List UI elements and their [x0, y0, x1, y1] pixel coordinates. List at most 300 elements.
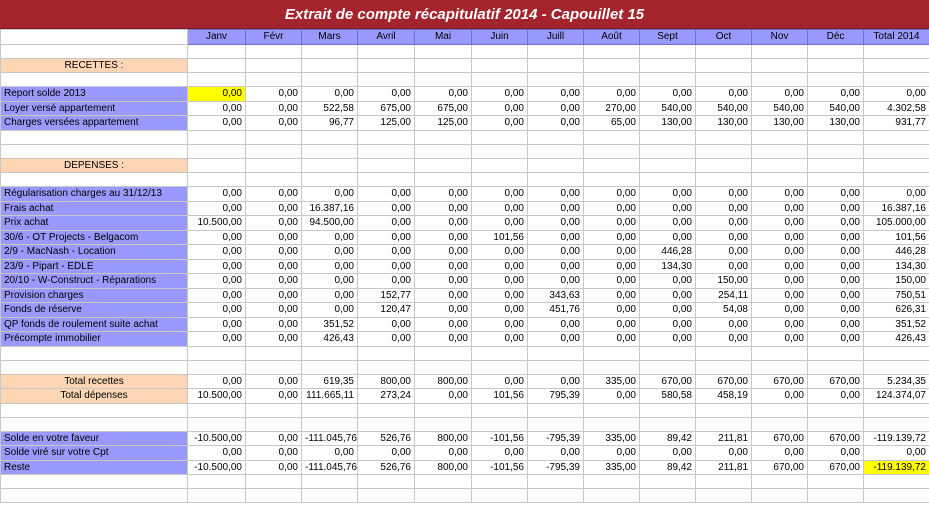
value-cell[interactable]: 0,00	[696, 259, 752, 274]
empty-cell[interactable]	[696, 489, 752, 503]
empty-cell[interactable]	[752, 489, 808, 503]
value-cell[interactable]: 540,00	[808, 101, 864, 116]
value-cell[interactable]: 0,00	[808, 259, 864, 274]
value-cell[interactable]: 0,00	[415, 87, 472, 102]
value-cell[interactable]: 0,00	[472, 317, 528, 332]
value-cell[interactable]: -111.045,76	[302, 460, 358, 475]
value-cell[interactable]: 0,00	[415, 317, 472, 332]
empty-cell[interactable]	[302, 403, 358, 417]
value-cell[interactable]: 0,00	[472, 216, 528, 231]
value-cell[interactable]: 0,00	[358, 201, 415, 216]
empty-cell[interactable]	[752, 417, 808, 431]
value-cell[interactable]: 101,56	[472, 389, 528, 404]
value-cell[interactable]: 0,00	[246, 274, 302, 289]
empty-cell[interactable]	[808, 360, 864, 374]
value-cell[interactable]: 0,00	[472, 446, 528, 461]
value-cell[interactable]: 0,00	[752, 303, 808, 318]
value-cell[interactable]: 670,00	[640, 374, 696, 389]
row-label[interactable]: 30/6 - OT Projects - Belgacom	[1, 230, 188, 245]
value-cell[interactable]: 540,00	[752, 101, 808, 116]
value-cell[interactable]: 0,00	[188, 259, 246, 274]
column-header[interactable]: Sept	[640, 30, 696, 45]
empty-cell[interactable]	[246, 130, 302, 144]
value-cell[interactable]: 0,00	[188, 288, 246, 303]
value-cell[interactable]: 0,00	[696, 187, 752, 202]
value-cell[interactable]: 89,42	[640, 460, 696, 475]
empty-cell[interactable]	[864, 73, 929, 87]
value-cell[interactable]: 580,58	[640, 389, 696, 404]
value-cell[interactable]: 150,00	[696, 274, 752, 289]
empty-cell[interactable]	[696, 130, 752, 144]
empty-cell[interactable]	[472, 360, 528, 374]
value-cell[interactable]: 0,00	[472, 332, 528, 347]
value-cell[interactable]: 0,00	[584, 245, 640, 260]
empty-cell[interactable]	[415, 130, 472, 144]
value-cell[interactable]: 0,00	[808, 274, 864, 289]
empty-cell[interactable]	[246, 173, 302, 187]
empty-cell[interactable]	[528, 360, 584, 374]
empty-cell[interactable]	[864, 58, 929, 73]
empty-cell[interactable]	[752, 158, 808, 173]
value-cell[interactable]: 0,00	[640, 187, 696, 202]
empty-cell[interactable]	[640, 417, 696, 431]
value-cell[interactable]: 0,00	[584, 446, 640, 461]
value-cell[interactable]: 0,00	[246, 431, 302, 446]
value-cell[interactable]: 0,00	[415, 230, 472, 245]
value-cell[interactable]: 0,00	[358, 245, 415, 260]
value-cell[interactable]: 343,63	[528, 288, 584, 303]
value-cell[interactable]: 540,00	[696, 101, 752, 116]
header-corner[interactable]	[1, 30, 188, 45]
value-cell[interactable]: 0,00	[808, 230, 864, 245]
value-cell[interactable]: 0,00	[696, 201, 752, 216]
value-cell[interactable]: 526,76	[358, 460, 415, 475]
empty-cell[interactable]	[752, 173, 808, 187]
empty-cell[interactable]	[864, 158, 929, 173]
empty-cell[interactable]	[415, 489, 472, 503]
empty-cell[interactable]	[528, 158, 584, 173]
empty-cell[interactable]	[640, 144, 696, 158]
empty-cell[interactable]	[415, 144, 472, 158]
empty-cell[interactable]	[808, 173, 864, 187]
empty-cell[interactable]	[752, 73, 808, 87]
empty-cell[interactable]	[584, 360, 640, 374]
empty-cell[interactable]	[1, 73, 188, 87]
value-cell[interactable]: -795,39	[528, 460, 584, 475]
value-cell[interactable]: 335,00	[584, 460, 640, 475]
value-cell[interactable]: 0,00	[864, 87, 929, 102]
value-cell[interactable]: 16.387,16	[864, 201, 929, 216]
value-cell[interactable]: 0,00	[188, 187, 246, 202]
value-cell[interactable]: 0,00	[696, 230, 752, 245]
column-header[interactable]: Mai	[415, 30, 472, 45]
empty-cell[interactable]	[302, 360, 358, 374]
value-cell[interactable]: 0,00	[752, 201, 808, 216]
value-cell[interactable]: 0,00	[188, 116, 246, 131]
value-cell[interactable]: 451,76	[528, 303, 584, 318]
value-cell[interactable]: 0,00	[472, 116, 528, 131]
empty-cell[interactable]	[302, 144, 358, 158]
value-cell[interactable]: 0,00	[188, 446, 246, 461]
value-cell[interactable]: 670,00	[696, 374, 752, 389]
value-cell[interactable]: 0,00	[472, 87, 528, 102]
value-cell[interactable]: 101,56	[472, 230, 528, 245]
empty-cell[interactable]	[696, 403, 752, 417]
value-cell[interactable]: 0,00	[472, 201, 528, 216]
value-cell[interactable]: 0,00	[188, 201, 246, 216]
empty-cell[interactable]	[302, 173, 358, 187]
value-cell[interactable]: 105.000,00	[864, 216, 929, 231]
value-cell[interactable]: 0,00	[415, 274, 472, 289]
column-header[interactable]: Août	[584, 30, 640, 45]
value-cell[interactable]: 0,00	[584, 274, 640, 289]
value-cell[interactable]: 0,00	[528, 101, 584, 116]
value-cell[interactable]: 270,00	[584, 101, 640, 116]
value-cell[interactable]: 0,00	[246, 187, 302, 202]
empty-cell[interactable]	[246, 417, 302, 431]
empty-cell[interactable]	[752, 44, 808, 58]
value-cell[interactable]: 0,00	[584, 332, 640, 347]
row-label[interactable]: Fonds de réserve	[1, 303, 188, 318]
empty-cell[interactable]	[1, 475, 188, 489]
value-cell[interactable]: 0,00	[188, 317, 246, 332]
value-cell[interactable]: 0,00	[246, 101, 302, 116]
empty-cell[interactable]	[864, 403, 929, 417]
empty-cell[interactable]	[472, 158, 528, 173]
value-cell[interactable]: 65,00	[584, 116, 640, 131]
value-cell[interactable]: 0,00	[640, 446, 696, 461]
empty-cell[interactable]	[528, 489, 584, 503]
empty-cell[interactable]	[752, 360, 808, 374]
empty-cell[interactable]	[358, 360, 415, 374]
empty-cell[interactable]	[864, 173, 929, 187]
empty-cell[interactable]	[358, 475, 415, 489]
value-cell[interactable]: -10.500,00	[188, 460, 246, 475]
value-cell[interactable]: 800,00	[415, 431, 472, 446]
value-cell[interactable]: 335,00	[584, 431, 640, 446]
value-cell[interactable]: 0,00	[528, 446, 584, 461]
empty-cell[interactable]	[188, 130, 246, 144]
value-cell[interactable]: 0,00	[358, 259, 415, 274]
empty-cell[interactable]	[188, 403, 246, 417]
value-cell[interactable]: 0,00	[808, 87, 864, 102]
value-cell[interactable]: 0,00	[302, 274, 358, 289]
empty-cell[interactable]	[584, 489, 640, 503]
empty-cell[interactable]	[584, 173, 640, 187]
empty-cell[interactable]	[640, 475, 696, 489]
empty-cell[interactable]	[302, 130, 358, 144]
value-cell[interactable]: 111.665,11	[302, 389, 358, 404]
value-cell[interactable]: 0,00	[528, 332, 584, 347]
empty-cell[interactable]	[752, 475, 808, 489]
value-cell[interactable]: 446,28	[864, 245, 929, 260]
empty-cell[interactable]	[302, 489, 358, 503]
empty-cell[interactable]	[1, 360, 188, 374]
empty-cell[interactable]	[752, 58, 808, 73]
empty-cell[interactable]	[752, 403, 808, 417]
value-cell[interactable]: -10.500,00	[188, 431, 246, 446]
value-cell[interactable]: 10.500,00	[188, 216, 246, 231]
empty-cell[interactable]	[1, 130, 188, 144]
value-cell[interactable]: 0,00	[246, 460, 302, 475]
value-cell[interactable]: 0,00	[302, 288, 358, 303]
value-cell[interactable]: 0,00	[808, 216, 864, 231]
empty-cell[interactable]	[358, 346, 415, 360]
value-cell[interactable]: 931,77	[864, 116, 929, 131]
row-label[interactable]: QP fonds de roulement suite achat	[1, 317, 188, 332]
empty-cell[interactable]	[640, 58, 696, 73]
value-cell[interactable]: 0,00	[188, 101, 246, 116]
column-header[interactable]: Janv	[188, 30, 246, 45]
empty-cell[interactable]	[415, 346, 472, 360]
empty-cell[interactable]	[188, 417, 246, 431]
value-cell[interactable]: 670,00	[752, 374, 808, 389]
empty-cell[interactable]	[808, 346, 864, 360]
empty-cell[interactable]	[864, 360, 929, 374]
value-cell[interactable]: 10.500,00	[188, 389, 246, 404]
value-cell[interactable]: 130,00	[808, 116, 864, 131]
value-cell[interactable]: 0,00	[358, 332, 415, 347]
row-label[interactable]: Reste	[1, 460, 188, 475]
empty-cell[interactable]	[246, 144, 302, 158]
value-cell[interactable]: 458,19	[696, 389, 752, 404]
value-cell[interactable]: 0,00	[808, 201, 864, 216]
empty-cell[interactable]	[246, 44, 302, 58]
empty-cell[interactable]	[358, 144, 415, 158]
empty-cell[interactable]	[640, 173, 696, 187]
value-cell[interactable]: 0,00	[415, 389, 472, 404]
empty-cell[interactable]	[246, 73, 302, 87]
empty-cell[interactable]	[528, 346, 584, 360]
empty-cell[interactable]	[808, 475, 864, 489]
empty-cell[interactable]	[696, 158, 752, 173]
value-cell[interactable]: 0,00	[246, 288, 302, 303]
empty-cell[interactable]	[472, 489, 528, 503]
value-cell[interactable]: 0,00	[752, 389, 808, 404]
value-cell[interactable]: 0,00	[752, 230, 808, 245]
empty-cell[interactable]	[415, 73, 472, 87]
value-cell[interactable]: 0,00	[188, 274, 246, 289]
value-cell[interactable]: 0,00	[696, 446, 752, 461]
value-cell[interactable]: 0,00	[584, 288, 640, 303]
empty-cell[interactable]	[472, 173, 528, 187]
empty-cell[interactable]	[302, 158, 358, 173]
value-cell[interactable]: 800,00	[415, 374, 472, 389]
value-cell[interactable]: 0,00	[246, 230, 302, 245]
empty-cell[interactable]	[472, 144, 528, 158]
empty-cell[interactable]	[246, 475, 302, 489]
value-cell[interactable]: 211,81	[696, 460, 752, 475]
empty-cell[interactable]	[864, 144, 929, 158]
value-cell[interactable]: 0,00	[302, 87, 358, 102]
value-cell[interactable]: 675,00	[358, 101, 415, 116]
empty-cell[interactable]	[528, 144, 584, 158]
empty-cell[interactable]	[358, 44, 415, 58]
empty-cell[interactable]	[696, 173, 752, 187]
empty-cell[interactable]	[246, 489, 302, 503]
empty-cell[interactable]	[415, 173, 472, 187]
empty-cell[interactable]	[864, 417, 929, 431]
value-cell[interactable]: 0,00	[640, 288, 696, 303]
value-cell[interactable]: 0,00	[752, 245, 808, 260]
value-cell[interactable]: 134,30	[640, 259, 696, 274]
value-cell[interactable]: 125,00	[415, 116, 472, 131]
value-cell[interactable]: 0,00	[358, 216, 415, 231]
value-cell[interactable]: 795,39	[528, 389, 584, 404]
value-cell[interactable]: 0,00	[302, 303, 358, 318]
value-cell[interactable]: 0,00	[696, 332, 752, 347]
value-cell[interactable]: 0,00	[302, 245, 358, 260]
value-cell[interactable]: -119.139,72	[864, 460, 929, 475]
value-cell[interactable]: 800,00	[358, 374, 415, 389]
value-cell[interactable]: 670,00	[808, 374, 864, 389]
column-header[interactable]: Avril	[358, 30, 415, 45]
empty-cell[interactable]	[864, 44, 929, 58]
value-cell[interactable]: 0,00	[808, 317, 864, 332]
row-label[interactable]: 23/9 - Pipart - EDLE	[1, 259, 188, 274]
empty-cell[interactable]	[752, 346, 808, 360]
value-cell[interactable]: 0,00	[528, 201, 584, 216]
value-cell[interactable]: 0,00	[246, 259, 302, 274]
empty-cell[interactable]	[640, 130, 696, 144]
value-cell[interactable]: 152,77	[358, 288, 415, 303]
row-label[interactable]: Total recettes	[1, 374, 188, 389]
empty-cell[interactable]	[808, 417, 864, 431]
value-cell[interactable]: 0,00	[472, 245, 528, 260]
value-cell[interactable]: 670,00	[752, 431, 808, 446]
empty-cell[interactable]	[808, 130, 864, 144]
column-header[interactable]: Mars	[302, 30, 358, 45]
empty-cell[interactable]	[1, 144, 188, 158]
value-cell[interactable]: 0,00	[808, 446, 864, 461]
value-cell[interactable]: 0,00	[864, 187, 929, 202]
empty-cell[interactable]	[246, 360, 302, 374]
column-header[interactable]: Nov	[752, 30, 808, 45]
column-header[interactable]: Juill	[528, 30, 584, 45]
value-cell[interactable]: 526,76	[358, 431, 415, 446]
empty-cell[interactable]	[584, 144, 640, 158]
value-cell[interactable]: 0,00	[752, 332, 808, 347]
value-cell[interactable]: 211,81	[696, 431, 752, 446]
empty-cell[interactable]	[472, 130, 528, 144]
empty-cell[interactable]	[415, 158, 472, 173]
value-cell[interactable]: 0,00	[696, 87, 752, 102]
value-cell[interactable]: 0,00	[188, 230, 246, 245]
value-cell[interactable]: 0,00	[640, 87, 696, 102]
value-cell[interactable]: 0,00	[302, 446, 358, 461]
empty-cell[interactable]	[752, 130, 808, 144]
row-label[interactable]: Régularisation charges au 31/12/13	[1, 187, 188, 202]
empty-cell[interactable]	[584, 417, 640, 431]
value-cell[interactable]: 96,77	[302, 116, 358, 131]
empty-cell[interactable]	[528, 417, 584, 431]
value-cell[interactable]: 0,00	[528, 87, 584, 102]
value-cell[interactable]: 0,00	[358, 187, 415, 202]
empty-cell[interactable]	[472, 346, 528, 360]
empty-cell[interactable]	[584, 73, 640, 87]
empty-cell[interactable]	[696, 417, 752, 431]
value-cell[interactable]: 626,31	[864, 303, 929, 318]
value-cell[interactable]: 0,00	[808, 389, 864, 404]
empty-cell[interactable]	[808, 144, 864, 158]
empty-cell[interactable]	[415, 417, 472, 431]
empty-cell[interactable]	[808, 58, 864, 73]
value-cell[interactable]: 0,00	[752, 216, 808, 231]
value-cell[interactable]: 0,00	[358, 317, 415, 332]
empty-cell[interactable]	[472, 417, 528, 431]
row-label[interactable]: Loyer versé appartement	[1, 101, 188, 116]
value-cell[interactable]: 0,00	[808, 187, 864, 202]
value-cell[interactable]: 0,00	[472, 288, 528, 303]
value-cell[interactable]: 0,00	[415, 201, 472, 216]
value-cell[interactable]: 125,00	[358, 116, 415, 131]
value-cell[interactable]: 0,00	[640, 317, 696, 332]
value-cell[interactable]: 0,00	[415, 216, 472, 231]
row-label[interactable]: Prix achat	[1, 216, 188, 231]
empty-cell[interactable]	[864, 475, 929, 489]
value-cell[interactable]: -101,56	[472, 431, 528, 446]
empty-cell[interactable]	[415, 44, 472, 58]
empty-cell[interactable]	[528, 58, 584, 73]
value-cell[interactable]: 0,00	[528, 274, 584, 289]
value-cell[interactable]: 0,00	[246, 116, 302, 131]
empty-cell[interactable]	[1, 489, 188, 503]
empty-cell[interactable]	[1, 417, 188, 431]
value-cell[interactable]: 446,28	[640, 245, 696, 260]
empty-cell[interactable]	[358, 403, 415, 417]
empty-cell[interactable]	[246, 346, 302, 360]
value-cell[interactable]: 0,00	[752, 259, 808, 274]
value-cell[interactable]: 0,00	[246, 332, 302, 347]
empty-cell[interactable]	[472, 403, 528, 417]
value-cell[interactable]: 0,00	[640, 303, 696, 318]
value-cell[interactable]: 0,00	[528, 187, 584, 202]
value-cell[interactable]: -795,39	[528, 431, 584, 446]
value-cell[interactable]: 0,00	[640, 230, 696, 245]
value-cell[interactable]: 670,00	[752, 460, 808, 475]
empty-cell[interactable]	[640, 403, 696, 417]
row-label[interactable]: Provision charges	[1, 288, 188, 303]
value-cell[interactable]: 0,00	[752, 274, 808, 289]
value-cell[interactable]: 800,00	[415, 460, 472, 475]
value-cell[interactable]: 0,00	[415, 245, 472, 260]
value-cell[interactable]: 0,00	[696, 216, 752, 231]
value-cell[interactable]: 0,00	[302, 230, 358, 245]
empty-cell[interactable]	[188, 158, 246, 173]
empty-cell[interactable]	[188, 489, 246, 503]
value-cell[interactable]: 4.302,58	[864, 101, 929, 116]
empty-cell[interactable]	[246, 158, 302, 173]
empty-cell[interactable]	[696, 73, 752, 87]
value-cell[interactable]: 0,00	[752, 87, 808, 102]
value-cell[interactable]: 0,00	[640, 216, 696, 231]
value-cell[interactable]: 426,43	[302, 332, 358, 347]
value-cell[interactable]: 0,00	[528, 317, 584, 332]
value-cell[interactable]: 0,00	[188, 303, 246, 318]
value-cell[interactable]: 0,00	[246, 374, 302, 389]
empty-cell[interactable]	[358, 158, 415, 173]
value-cell[interactable]: 0,00	[415, 446, 472, 461]
empty-cell[interactable]	[696, 346, 752, 360]
value-cell[interactable]: 0,00	[528, 374, 584, 389]
empty-cell[interactable]	[188, 346, 246, 360]
value-cell[interactable]: 0,00	[472, 187, 528, 202]
empty-cell[interactable]	[528, 44, 584, 58]
empty-cell[interactable]	[584, 158, 640, 173]
value-cell[interactable]: 0,00	[358, 230, 415, 245]
value-cell[interactable]: 0,00	[358, 446, 415, 461]
empty-cell[interactable]	[696, 58, 752, 73]
